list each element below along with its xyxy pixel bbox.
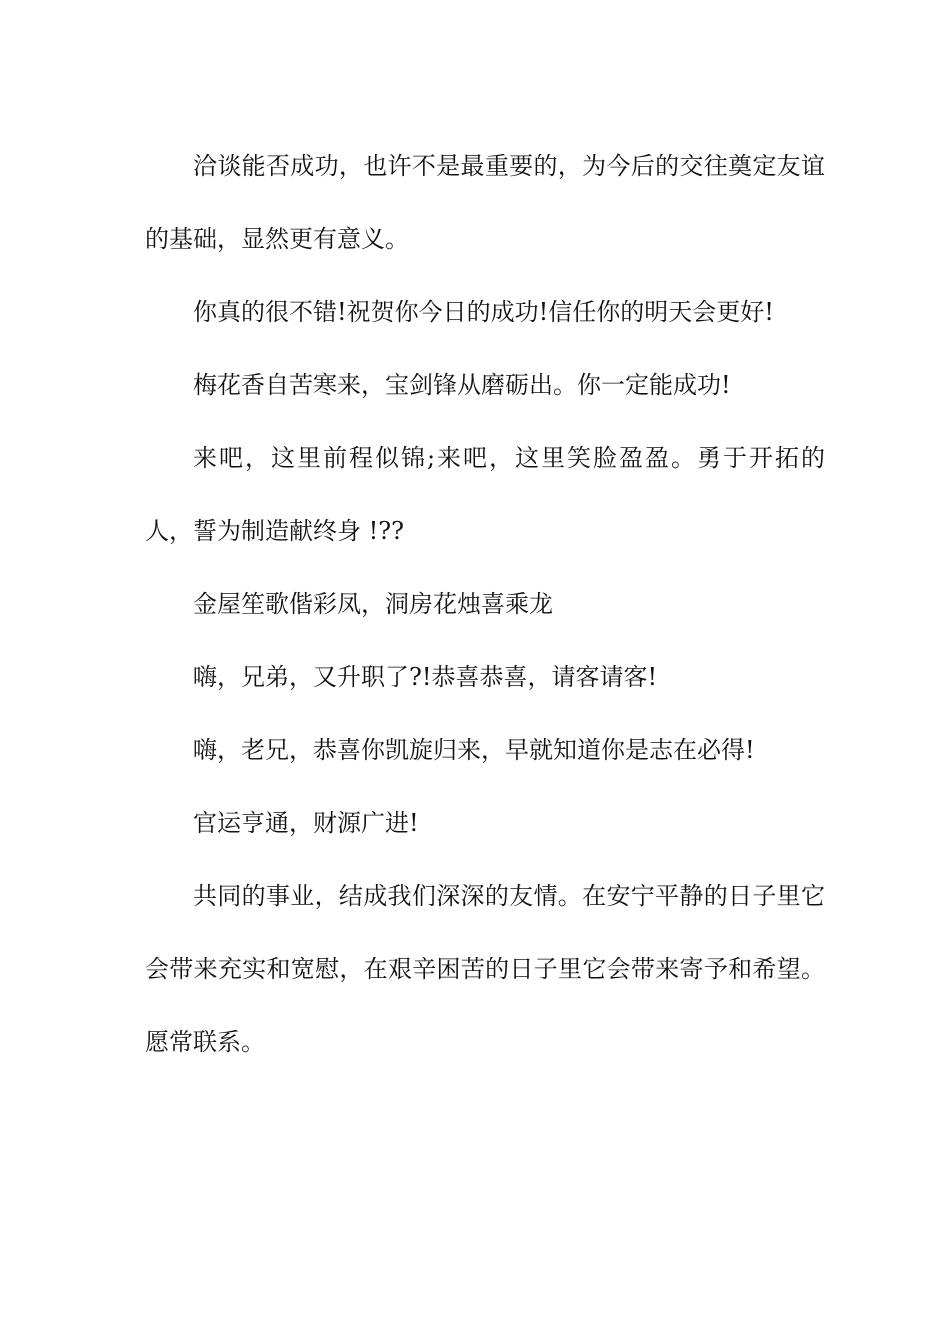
- document-body: [145, 130, 825, 1079]
- paragraph-1: 洽谈能否成功，也许不是最重要的，为今后的交往奠定友谊的基础，显然更有意义。: [145, 152, 825, 253]
- paragraph-6: 嗨，兄弟，又升职了?!恭喜恭喜，请客请客!: [193, 663, 658, 691]
- paragraph-2: 你真的很不错!祝贺你今日的成功!信任你的明天会更好!: [193, 298, 774, 326]
- paragraph-5: 金屋笙歌偕彩凤，洞房花烛喜乘龙: [193, 590, 553, 618]
- paragraph-8: 官运亨通，财源广进!: [193, 809, 419, 837]
- paragraph-4: 来吧，这里前程似锦;来吧，这里笑脸盈盈。勇于开拓的人，誓为制造献终身 !??: [145, 444, 825, 545]
- paragraph-3: 梅花香自苦寒来，宝剑锋从磨砺出。你一定能成功!: [193, 371, 731, 399]
- paragraph-7: 嗨，老兄，恭喜你凯旋归来，早就知道你是志在必得!: [193, 736, 755, 764]
- paragraph-9: 共同的事业，结成我们深深的友情。在安宁平静的日子里它会带来充实和宽慰，在艰辛困苦的日子里它会带来寄予和希望。愿常联系。: [145, 882, 825, 1056]
